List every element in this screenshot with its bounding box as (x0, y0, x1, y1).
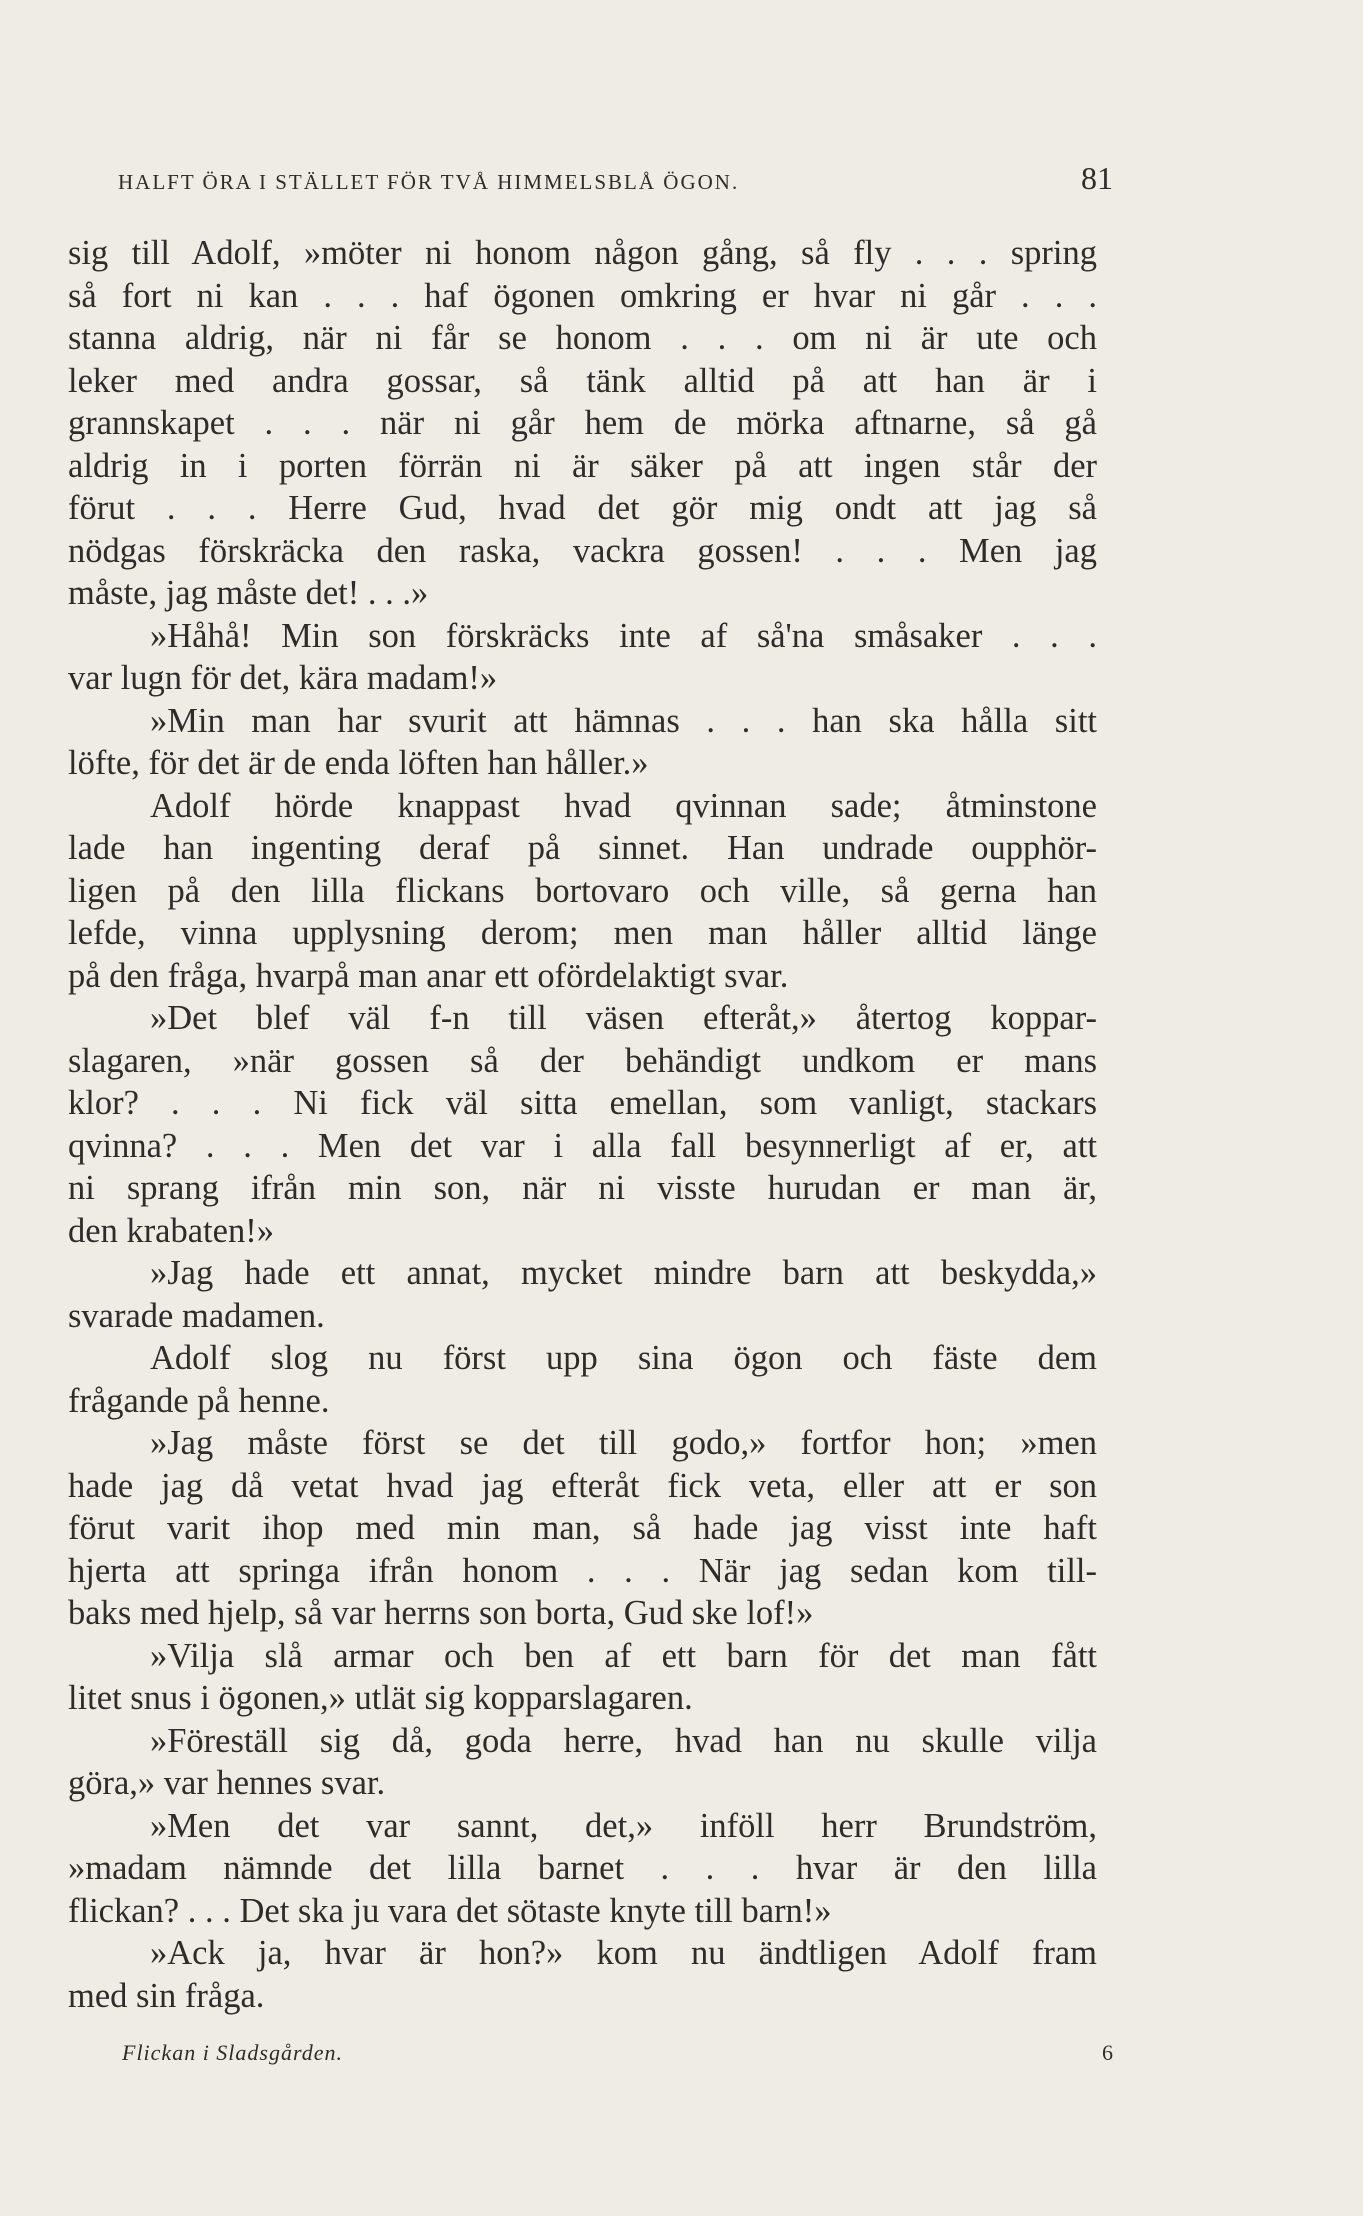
text-line: Adolf slog nu först upp sina ögon och fäste dem (150, 1339, 1097, 1377)
signature-mark: 6 (1102, 2040, 1113, 2065)
text-line: frågande på henne. (68, 1381, 330, 1420)
running-title: HALFT ÖRA I STÄLLET FÖR TVÅ HIMMELSBLÅ ÖGON. (118, 170, 740, 194)
text-line: »Jag måste först se det till godo,» fortfor hon; »men (150, 1424, 1097, 1462)
text-line: ligen på den lilla flickans bortovaro och ville, så gerna han (68, 871, 1097, 910)
body-text (68, 232, 1097, 2017)
text-line: aldrig in i porten förrän ni är säker på att ingen står der (68, 446, 1097, 485)
text-line: »Min man har svurit att hämnas . . . han ska hålla sitt (150, 701, 1097, 740)
text-line: ni sprang ifrån min son, när ni visste hurudan er man är, (68, 1169, 1097, 1207)
text-line: löfte, för det är de enda löften han håller.» (68, 744, 649, 782)
text-line: slagaren, »när gossen så der behändigt undkom er mans (68, 1041, 1097, 1080)
text-line: »madam nämnde det lilla barnet . . . hvar är den lilla (68, 1849, 1097, 1887)
text-line: hade jag då vetat hvad jag efteråt fick veta, eller att er son (68, 1466, 1097, 1505)
page-footer (122, 2040, 1113, 2066)
text-line: »Föreställ sig då, goda herre, hvad han nu skulle vilja (150, 1721, 1097, 1760)
text-line: Adolf hörde knappast hvad qvinnan sade; åtminstone (150, 786, 1097, 825)
text-line: litet snus i ögonen,» utlät sig kopparslagaren. (68, 1679, 693, 1717)
text-line: »Vilja slå armar och ben af ett barn för det man fått (150, 1636, 1097, 1675)
text-line: med sin fråga. (68, 1976, 265, 2015)
signature-title: Flickan i Sladsgården. (122, 2040, 343, 2065)
text-line: leker med andra gossar, så tänk alltid på att han är i (68, 361, 1097, 400)
text-line: »Jag hade ett annat, mycket mindre barn att beskydda,» (150, 1254, 1097, 1292)
text-line: flickan? . . . Det ska ju vara det sötaste knyte till barn!» (68, 1891, 832, 1930)
text-line: på den fråga, hvarpå man anar ett ofördelaktigt svar. (68, 956, 789, 995)
text-line: förut varit ihop med min man, så hade jag visst inte haft (68, 1509, 1097, 1547)
text-line: »Håhå! Min son förskräcks inte af så'na småsaker . . . (150, 616, 1097, 655)
text-line: svarade madamen. (68, 1296, 325, 1335)
text-line: »Det blef väl f-n till väsen efteråt,» återtog koppar- (150, 999, 1097, 1037)
text-line: lefde, vinna upplysning derom; men man håller alltid länge (68, 914, 1097, 952)
page-number: 81 (1081, 160, 1113, 196)
text-line: var lugn för det, kära madam!» (68, 659, 498, 697)
text-line: den krabaten!» (68, 1211, 274, 1250)
text-line: göra,» var hennes svar. (68, 1764, 386, 1802)
text-line: »Men det var sannt, det,» inföll herr Brundström, (150, 1806, 1097, 1845)
text-line: hjerta att springa ifrån honom . . . När jag sedan kom till- (68, 1551, 1097, 1590)
text-line: »Ack ja, hvar är hon?» kom nu ändtligen Adolf fram (150, 1934, 1097, 1972)
text-line: förut . . . Herre Gud, hvad det gör mig ondt att jag så (68, 489, 1097, 527)
text-line: stanna aldrig, när ni får se honom . . . om ni är ute och (68, 319, 1097, 357)
text-line: sig till Adolf, »möter ni honom någon gång, så fly . . . spring (68, 234, 1097, 272)
text-line: grannskapet . . . när ni går hem de mörka aftnarne, så gå (68, 404, 1097, 442)
text-line: nödgas förskräcka den raska, vackra gossen! . . . Men jag (68, 531, 1097, 570)
text-line: klor? . . . Ni fick väl sitta emellan, som vanligt, stackars (68, 1084, 1097, 1122)
page-header (118, 160, 1113, 197)
text-line: qvinna? . . . Men det var i alla fall besynnerligt af er, att (68, 1126, 1097, 1165)
text-line: måste, jag måste det! . . .» (68, 574, 429, 612)
text-line: så fort ni kan . . . haf ögonen omkring er hvar ni går . . . (68, 276, 1097, 315)
text-line: lade han ingenting deraf på sinnet. Han undrade oupphör- (68, 829, 1097, 867)
text-line: baks med hjelp, så var herrns son borta, Gud ske lof!» (68, 1594, 814, 1632)
